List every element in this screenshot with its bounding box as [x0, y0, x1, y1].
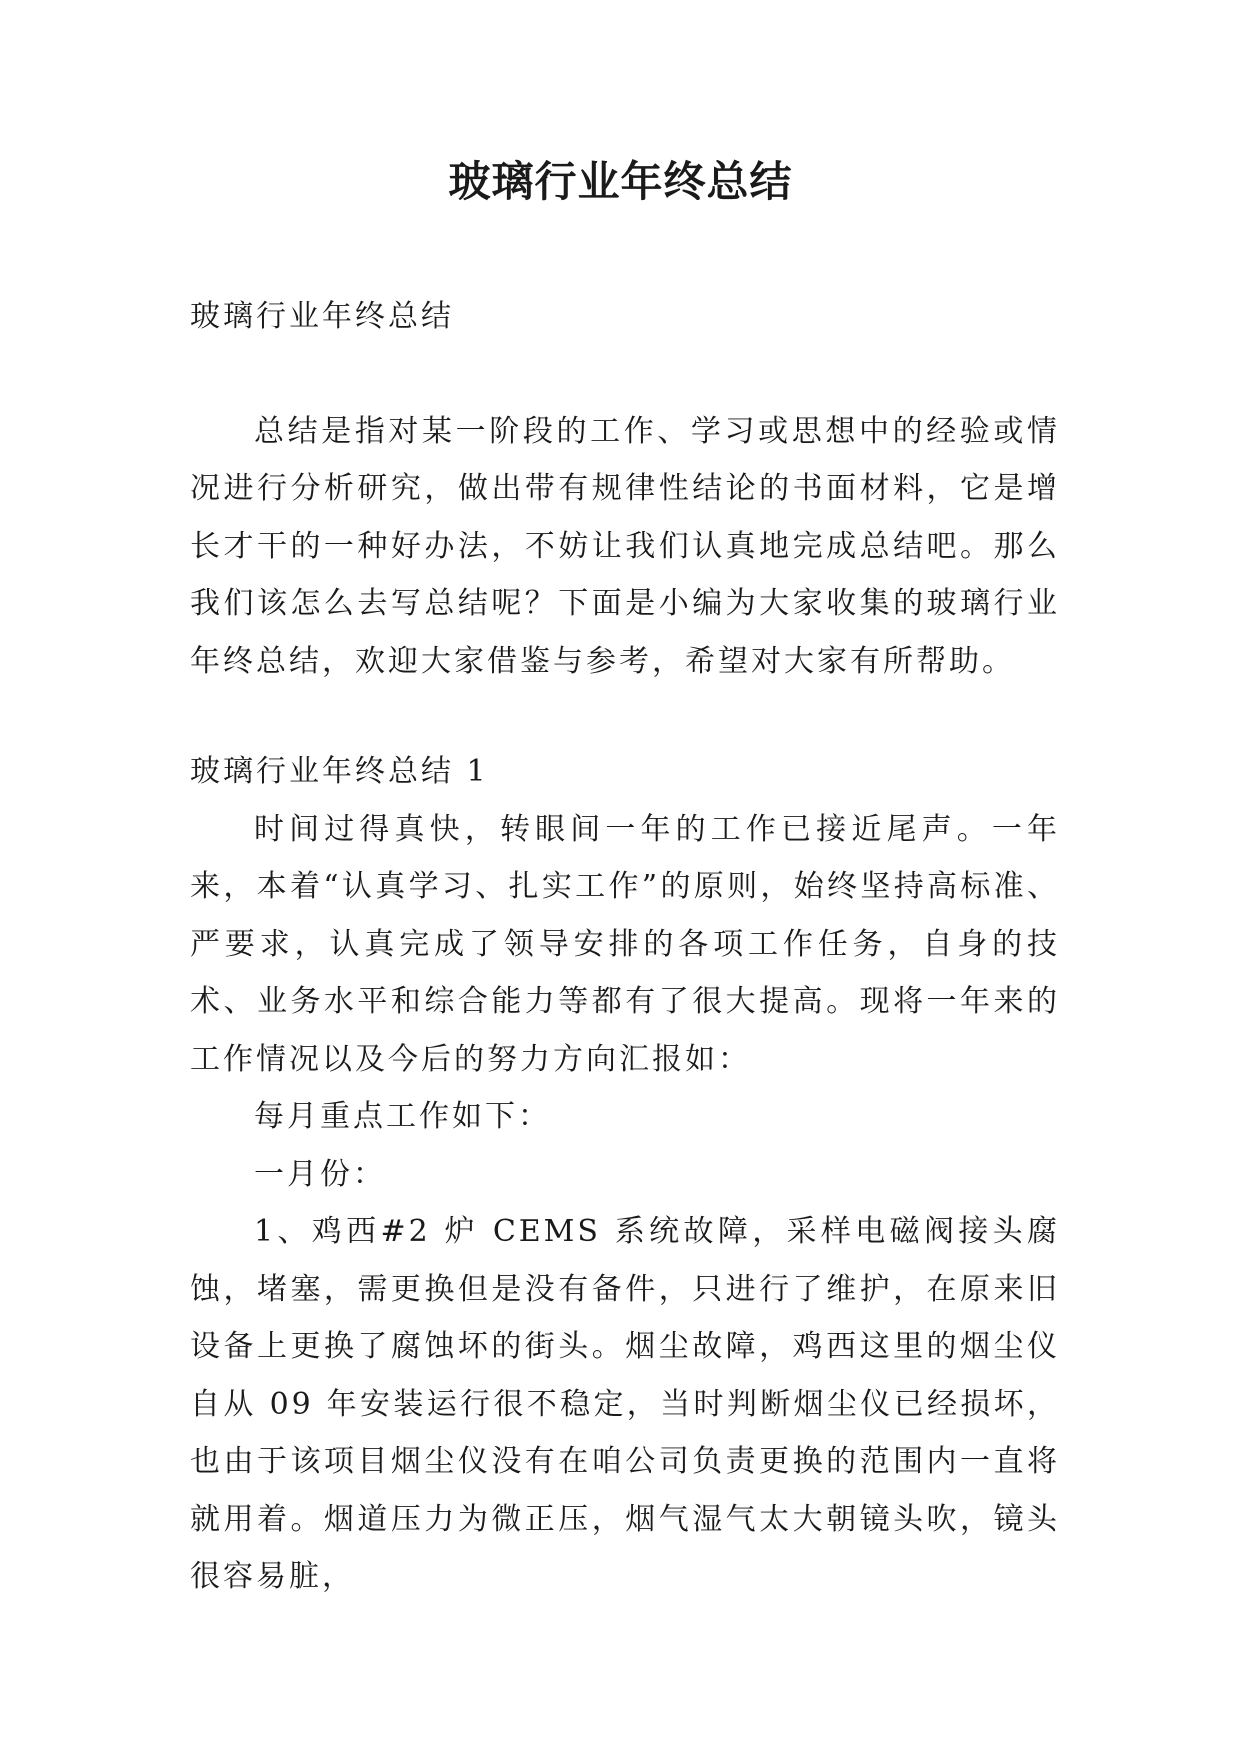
document-body — [190, 288, 1060, 1606]
body-paragraph: 1、鸡西#2 炉 CEMS 系统故障，采样电磁阀接头腐蚀，堵塞，需更换但是没有备件，只进行了维护，在原来旧设备上更换了腐蚀坏的街头。烟尘故障，鸡西这里的烟尘仪自从 09 年安装运行很不稳定，当时判断烟尘仪已经损坏，也由于该项目烟尘仪没有在咱公司负责更换的范围内一直将就用着。烟道压力为微正压，烟气湿气太大朝镜头吹，镜头很容易脏， — [190, 1214, 1060, 1594]
section-heading: 玻璃行业年终总结 1 — [190, 754, 489, 789]
document-subtitle: 玻璃行业年终总结 — [190, 299, 454, 334]
document-title: 玻璃行业年终总结 — [448, 157, 793, 206]
body-paragraph: 每月重点工作如下： — [254, 1099, 551, 1134]
body-paragraph: 一月份： — [254, 1156, 386, 1192]
body-paragraph: 时间过得真快，转眼间一年的工作已接近尾声。一年来，本着“认真学习、扎实工作”的原则，始终坚持高标准、严要求，认真完成了领导安排的各项工作任务，自身的技术、业务水平和综合能力等都有了很大提高。现将一年来的工作情况以及今后的努力方向汇报如： — [190, 811, 1060, 1077]
intro-paragraph: 总结是指对某一阶段的工作、学习或思想中的经验或情况进行分析研究，做出带有规律性结论的书面材料，它是增长才干的一种好办法，不妨让我们认真地完成总结吧。那么我们该怎么去写总结呢？下面是小编为大家收集的玻璃行业年终总结，欢迎大家借鉴与参考，希望对大家有所帮助。 — [190, 413, 1060, 679]
